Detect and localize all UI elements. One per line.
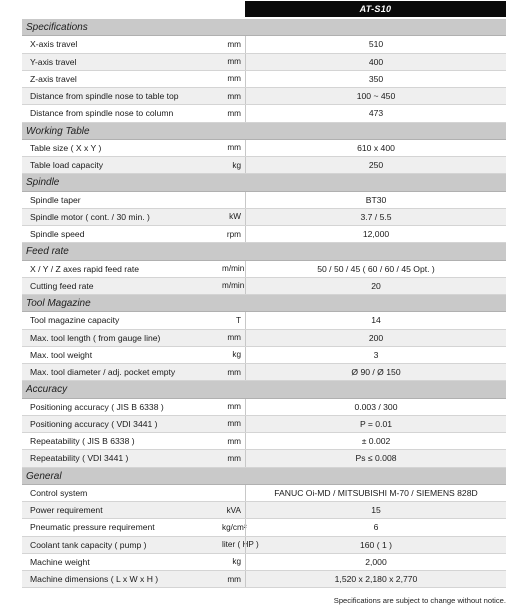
spec-name: Max. tool length ( from gauge line) [30, 332, 161, 343]
spec-unit: kg [232, 557, 241, 567]
spec-value: FANUC Oi-MD / MITSUBISHI M-70 / SIEMENS 828D [245, 485, 506, 501]
model-header-row [0, 0, 526, 18]
spec-value: Ps ≤ 0.008 [245, 450, 506, 466]
spec-value: 2,000 [245, 554, 506, 570]
spec-value: 350 [245, 71, 506, 87]
spec-value: 3.7 / 5.5 [245, 209, 506, 225]
spec-value: 3 [245, 347, 506, 363]
spec-row [22, 416, 506, 433]
spec-value: 6 [245, 519, 506, 535]
spec-name: Y-axis travel [30, 56, 77, 67]
section-header: Specifications [22, 19, 506, 36]
spec-name: Positioning accuracy ( JIS B 6338 ) [30, 401, 164, 412]
spec-unit: mm [227, 402, 241, 412]
spec-name: Distance from spindle nose to table top [30, 91, 179, 102]
spec-row [22, 312, 506, 329]
spec-row [22, 502, 506, 519]
spec-unit: kg/cm² [222, 522, 247, 532]
spec-row [22, 433, 506, 450]
section-header: Spindle [22, 174, 506, 191]
spec-value: 1,520 x 2,180 x 2,770 [245, 571, 506, 587]
spec-value: 15 [245, 502, 506, 518]
spec-row [22, 571, 506, 588]
spec-name: Z-axis travel [30, 73, 77, 84]
model-column-header: AT-S10 [245, 1, 506, 17]
spec-value: ± 0.002 [245, 433, 506, 449]
section-header: Feed rate [22, 243, 506, 260]
spec-value: 200 [245, 330, 506, 346]
spec-unit: kW [229, 212, 241, 222]
spec-unit: mm [227, 367, 241, 377]
spec-value: 0.003 / 300 [245, 399, 506, 415]
spec-name: Distance from spindle nose to column [30, 108, 174, 119]
spec-row [22, 554, 506, 571]
spec-row [22, 364, 506, 381]
spec-unit: mm [227, 419, 241, 429]
spec-unit: mm [227, 453, 241, 463]
spec-row [22, 450, 506, 467]
spec-unit: mm [227, 436, 241, 446]
spec-unit: mm [227, 143, 241, 153]
spec-unit: mm [227, 74, 241, 84]
spec-value: 14 [245, 312, 506, 328]
spec-row [22, 192, 506, 209]
spec-unit: m/min. [222, 281, 247, 291]
spec-row [22, 537, 506, 554]
section-header: Tool Magazine [22, 295, 506, 312]
spec-unit: mm [227, 91, 241, 101]
spec-row [22, 71, 506, 88]
spec-name: X-axis travel [30, 39, 78, 50]
footnote: Specifications are subject to change without notice. [333, 596, 506, 605]
section-header: Working Table [22, 123, 506, 140]
spec-name: Max. tool weight [30, 349, 93, 360]
spec-row [22, 88, 506, 105]
spec-row [22, 261, 506, 278]
spec-unit: m/min. [222, 264, 247, 274]
spec-row [22, 330, 506, 347]
spec-value: 50 / 50 / 45 ( 60 / 60 / 45 Opt. ) [245, 261, 506, 277]
spec-name: Spindle motor ( cont. / 30 min. ) [30, 211, 150, 222]
spec-unit: mm [227, 108, 241, 118]
spec-unit: rpm [226, 229, 241, 239]
spec-value: 12,000 [245, 226, 506, 242]
spec-value: 250 [245, 157, 506, 173]
spec-row [22, 36, 506, 53]
spec-row [22, 519, 506, 536]
spec-row [22, 226, 506, 243]
spec-row [22, 105, 506, 122]
spec-value: 610 x 400 [245, 140, 506, 156]
spec-name: Machine dimensions ( L x W x H ) [30, 574, 159, 585]
spec-row [22, 278, 506, 295]
section-header: General [22, 468, 506, 485]
spec-unit: mm [227, 39, 241, 49]
spec-name: Repeatability ( VDI 3441 ) [30, 453, 129, 464]
spec-row [22, 140, 506, 157]
spec-unit: kVA [226, 505, 241, 515]
spec-value: 473 [245, 105, 506, 121]
spec-name: Power requirement [30, 505, 103, 516]
spec-name: Table size ( X x Y ) [30, 142, 102, 153]
spec-value: Ø 90 / Ø 150 [245, 364, 506, 380]
spec-name: Spindle speed [30, 229, 85, 240]
spec-row [22, 485, 506, 502]
spec-value: BT30 [245, 192, 506, 208]
spec-value: 160 ( 1 ) [245, 537, 506, 553]
spec-unit: mm [227, 57, 241, 67]
spec-name: Spindle taper [30, 194, 81, 205]
spec-row [22, 54, 506, 71]
spec-value: 510 [245, 36, 506, 52]
spec-row [22, 209, 506, 226]
spec-value: 20 [245, 278, 506, 294]
spec-name: Machine weight [30, 556, 90, 567]
spec-value: 400 [245, 54, 506, 70]
spec-row [22, 157, 506, 174]
spec-unit: mm [227, 574, 241, 584]
spec-row [22, 399, 506, 416]
spec-name: Cutting feed rate [30, 280, 94, 291]
spec-name: Table load capacity [30, 160, 104, 171]
spec-unit: kg [232, 160, 241, 170]
spec-name: Control system [30, 487, 88, 498]
spec-name: Repeatability ( JIS B 6338 ) [30, 436, 135, 447]
spec-name: Tool magazine capacity [30, 315, 120, 326]
spec-unit: kg [232, 350, 241, 360]
specifications-table [22, 19, 506, 588]
spec-name: Coolant tank capacity ( pump ) [30, 539, 147, 550]
spec-unit: T [235, 315, 241, 325]
spec-row [22, 347, 506, 364]
spec-value: 100 ~ 450 [245, 88, 506, 104]
spec-name: Positioning accuracy ( VDI 3441 ) [30, 418, 158, 429]
spec-name: Pneumatic pressure requirement [30, 522, 155, 533]
spec-name: X / Y / Z axes rapid feed rate [30, 263, 140, 274]
section-header: Accuracy [22, 381, 506, 398]
spec-value: P = 0.01 [245, 416, 506, 432]
spec-unit: liter ( HP ) [222, 540, 259, 550]
spec-name: Max. tool diameter / adj. pocket empty [30, 367, 176, 378]
spec-unit: mm [227, 333, 241, 343]
